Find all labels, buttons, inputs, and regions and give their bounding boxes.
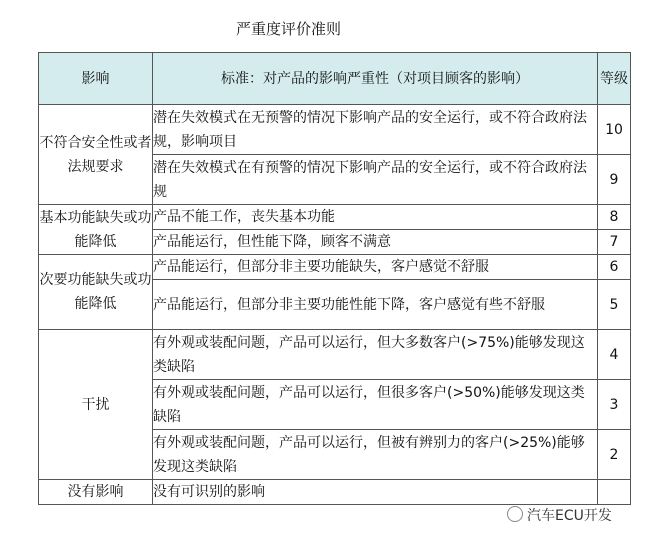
table-row (39, 255, 631, 280)
table-row (39, 480, 631, 505)
standard-cell: 潜在失效模式在有预警的情况下影响产品的安全运行，或不符合政府法规 (153, 155, 598, 205)
standard-cell: 有外观或装配问题，产品可以运行，但被有辨别力的客户(>25%)能够发现这类缺陷 (153, 430, 598, 480)
table-row (39, 105, 631, 155)
watermark (507, 505, 612, 525)
standard-cell: 产品能运行，但性能下降，顾客不满意 (153, 230, 598, 255)
severity-criteria-table (38, 52, 631, 505)
table-header-row (39, 53, 631, 105)
rank-cell: 5 (598, 280, 631, 330)
rank-cell: 8 (598, 205, 631, 230)
rank-cell: 4 (598, 330, 631, 380)
table-row (39, 205, 631, 230)
table-row (39, 330, 631, 380)
category-secondary: 次要功能缺失或功能降低 (39, 255, 153, 330)
category-none: 没有影响 (39, 480, 153, 505)
wechat-icon (507, 506, 523, 522)
standard-cell: 产品不能工作，丧失基本功能 (153, 205, 598, 230)
rank-cell: 10 (598, 105, 631, 155)
category-disturb: 干扰 (39, 330, 153, 480)
standard-cell: 产品能运行，但部分非主要功能性能下降，客户感觉有些不舒服 (153, 280, 598, 330)
standard-cell: 有外观或装配问题，产品可以运行，但很多客户(>50%)能够发现这类缺陷 (153, 380, 598, 430)
header-standard: 标准：对产品的影响严重性（对项目顾客的影响） (153, 53, 598, 105)
rank-cell: 7 (598, 230, 631, 255)
standard-cell: 没有可识别的影响 (153, 480, 598, 505)
header-rank: 等级 (598, 53, 631, 105)
rank-cell: 6 (598, 255, 631, 280)
rank-cell: 9 (598, 155, 631, 205)
category-basic: 基本功能缺失或功能降低 (39, 205, 153, 255)
header-impact: 影响 (39, 53, 153, 105)
watermark-text: 汽车ECU开发 (527, 508, 612, 524)
standard-cell: 有外观或装配问题，产品可以运行，但大多数客户(>75%)能够发现这类缺陷 (153, 330, 598, 380)
rank-cell: 3 (598, 380, 631, 430)
rank-cell (598, 480, 631, 505)
rank-cell: 2 (598, 430, 631, 480)
table-title: 严重度评价准则 (236, 20, 342, 38)
standard-cell: 潜在失效模式在无预警的情况下影响产品的安全运行，或不符合政府法规，影响项目 (153, 105, 598, 155)
standard-cell: 产品能运行，但部分非主要功能缺失，客户感觉不舒服 (153, 255, 598, 280)
category-safety: 不符合安全性或者法规要求 (39, 105, 153, 205)
